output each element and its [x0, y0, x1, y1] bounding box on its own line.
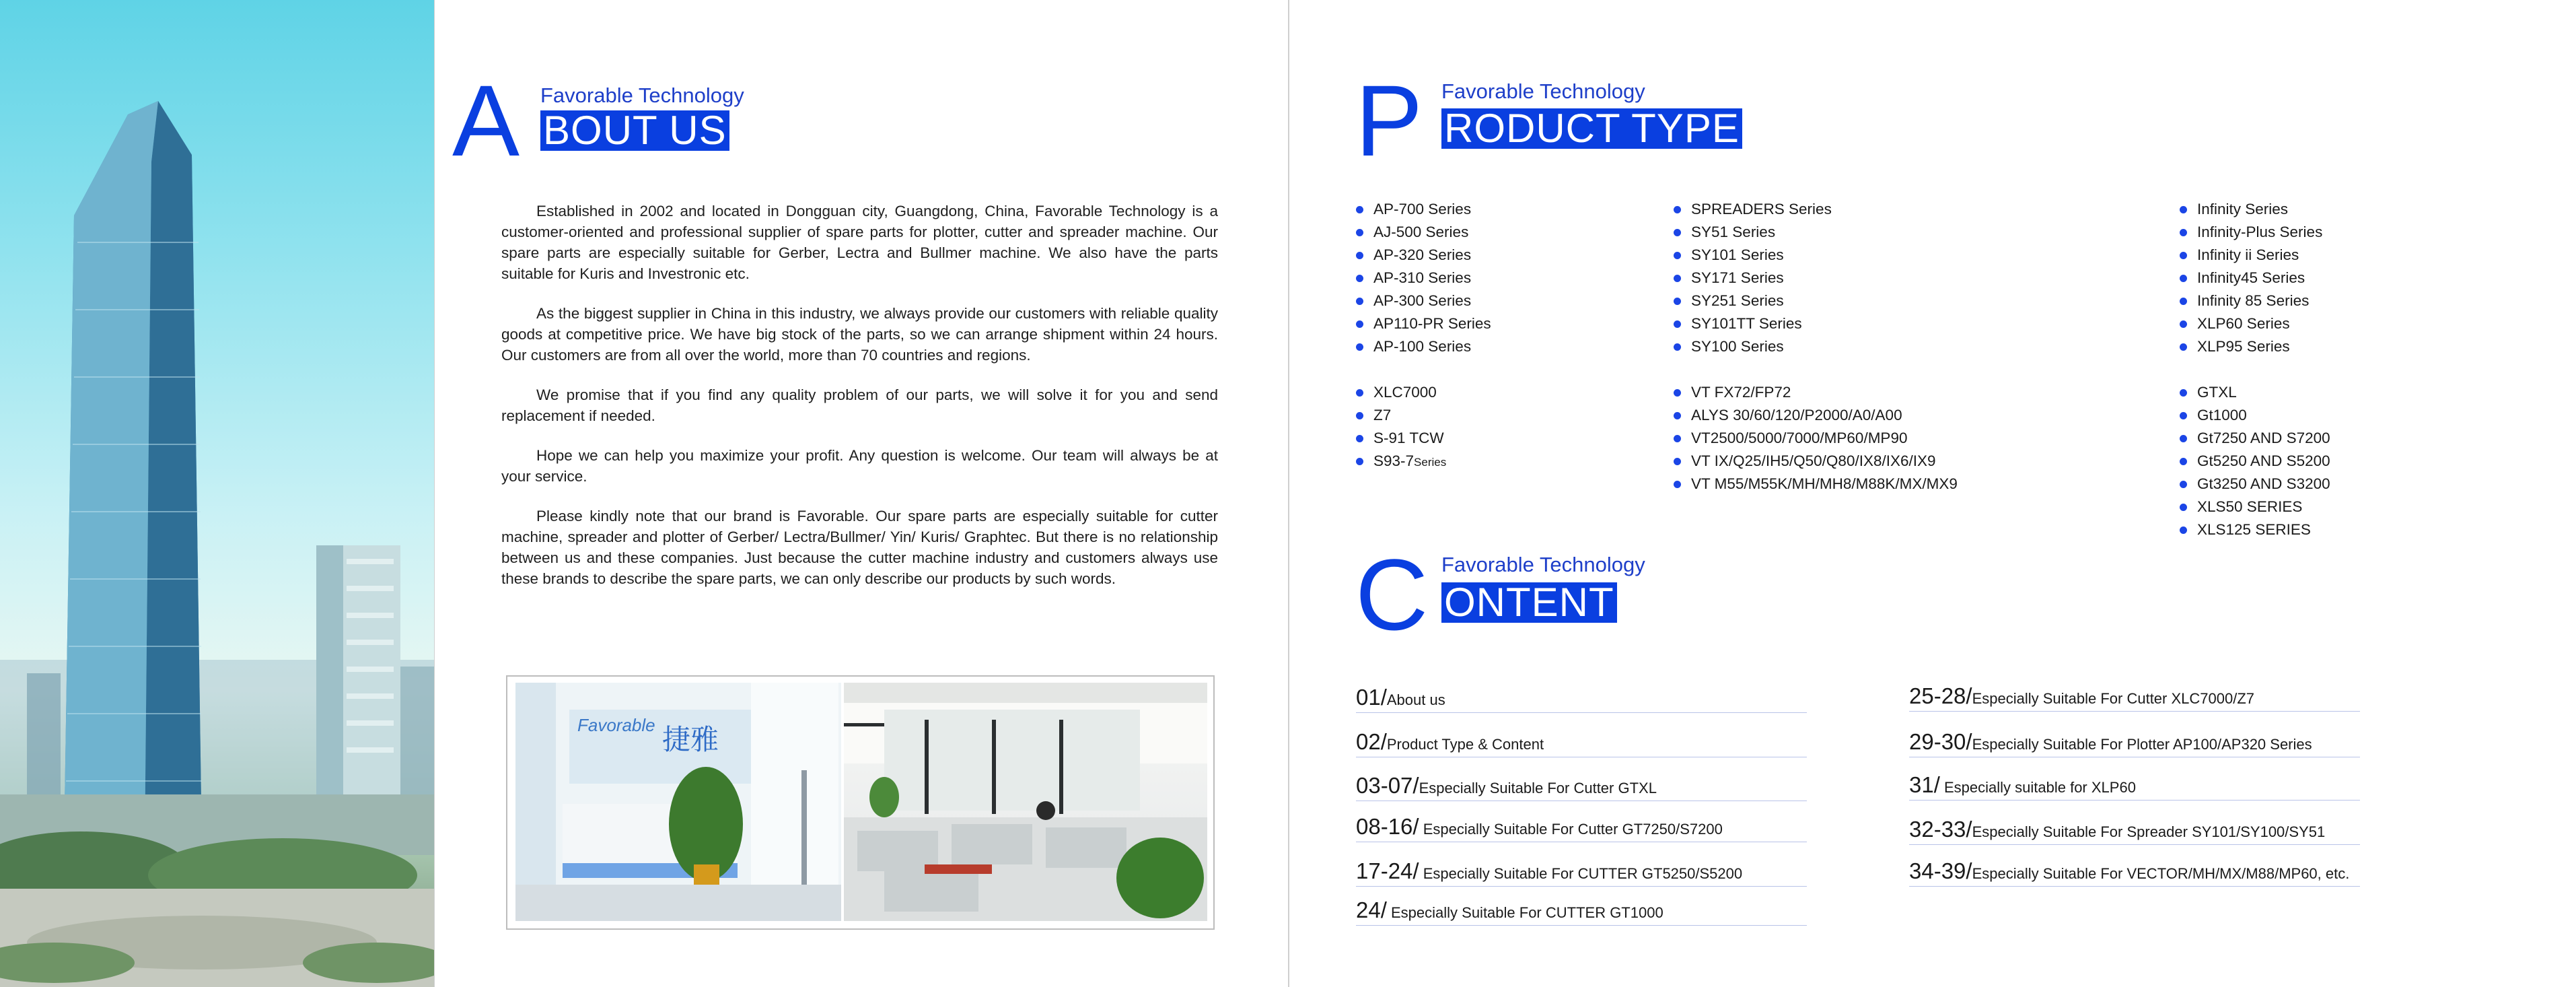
office-photo-frame: [506, 675, 1215, 930]
product-item: VT2500/5000/7000/MP60/MP90: [1674, 427, 1958, 450]
toc-page-range: 32-33/: [1909, 817, 1972, 842]
toc-title: Especially Suitable For VECTOR/MH/MX/M88/MP60, etc.: [1972, 865, 2350, 882]
about-subtitle: Favorable Technology: [540, 83, 744, 107]
product-item: Gt5250 AND S5200: [2180, 450, 2330, 473]
about-paragraph: As the biggest supplier in China in this industry, we always provide our customers with reliable quality goods at competitive price. We have big stock of the parts, so we can arrange shipment within 24 hours. Our customers are from all over the world, more than 70 countries and regions.: [501, 305, 1218, 364]
toc-page-range: 31/: [1909, 772, 1940, 797]
content-initial-letter: C: [1355, 538, 1429, 651]
page-fold-line: [1288, 0, 1289, 987]
toc-page-range: 29-30/: [1909, 729, 1972, 754]
product-item: AP-700 Series: [1356, 198, 1491, 221]
toc-title: Especially Suitable For Plotter AP100/AP320 Series: [1972, 736, 2312, 753]
product-item: XLP60 Series: [2180, 312, 2330, 335]
toc-title: Especially Suitable For Spreader SY101/SY100/SY51: [1972, 823, 2326, 840]
toc-entry: [1356, 727, 1807, 757]
product-item: S-91 TCW: [1356, 427, 1491, 450]
toc-entry: [1909, 815, 2360, 845]
reception-photo: [515, 683, 841, 921]
toc-title: Especially Suitable For CUTTER GT5250/S5200: [1419, 865, 1743, 882]
toc-entry: [1909, 681, 2360, 712]
toc-entry: [1356, 895, 1807, 926]
toc-entry: [1356, 683, 1807, 713]
about-paragraph: We promise that if you find any quality problem of our parts, we will solve it for you and send replacement if needed.: [501, 386, 1218, 424]
toc-entry: [1909, 856, 2360, 887]
product-item: Z7: [1356, 404, 1491, 427]
product-item: AP-310 Series: [1356, 267, 1491, 290]
product-item: SY51 Series: [1674, 221, 1958, 244]
product-item: ALYS 30/60/120/P2000/A0/A00: [1674, 404, 1958, 427]
reception-sign-logo: Favorable: [577, 715, 655, 735]
product-item: AP-320 Series: [1356, 244, 1491, 267]
toc-title: Especially Suitable For Cutter GTXL: [1419, 780, 1657, 796]
product-item: VT M55/M55K/MH/MH8/M88K/MX/MX9: [1674, 473, 1958, 496]
product-item: XLP95 Series: [2180, 335, 2330, 358]
product-item: XLS50 SERIES: [2180, 496, 2330, 518]
product-item: SY100 Series: [1674, 335, 1958, 358]
product-column-2: [1674, 198, 1958, 496]
product-item: Infinity ii Series: [2180, 244, 2330, 267]
product-item: XLS125 SERIES: [2180, 518, 2330, 541]
about-initial-letter: A: [452, 64, 520, 177]
about-paragraph: Hope we can help you maximize your profit. Any question is welcome. Our team will always be at your service.: [501, 447, 1218, 485]
toc-title: Especially suitable for XLP60: [1939, 779, 2136, 796]
product-item: Gt7250 AND S7200: [2180, 427, 2330, 450]
content-title: ONTENT: [1441, 582, 1617, 623]
about-body: [501, 201, 1218, 608]
product-item: SY251 Series: [1674, 290, 1958, 312]
product-item: Infinity Series: [2180, 198, 2330, 221]
product-column-3: [2180, 198, 2330, 541]
toc-title: Especially Suitable For CUTTER GT1000: [1386, 904, 1663, 921]
product-title: RODUCT TYPE: [1441, 108, 1742, 149]
toc-page-range: 08-16/: [1356, 814, 1419, 839]
toc-entry: [1909, 770, 2360, 801]
toc-page-range: 25-28/: [1909, 683, 1972, 708]
about-title: BOUT US: [540, 110, 729, 151]
reception-sign-chinese: 捷雅: [662, 723, 719, 756]
product-item: XLC7000: [1356, 381, 1491, 404]
toc-entry: [1909, 727, 2360, 757]
office-interior-photo: [844, 683, 1207, 921]
toc-entry: [1356, 771, 1807, 801]
about-paragraph: Established in 2002 and located in Dongguan city, Guangdong, China, Favorable Technology is a customer-oriented and professional supplier of spare parts for plotter, cutter and spreader machine. Our spare parts are especially suitable for Gerber, Lectra and Bullmer machine. We also have the parts suitable for Kuris and Investronic etc.: [501, 203, 1218, 282]
toc-title: Especially Suitable For Cutter GT7250/S7200: [1419, 821, 1723, 838]
panel-divider: [434, 0, 435, 987]
product-item: SY171 Series: [1674, 267, 1958, 290]
product-item: Infinity-Plus Series: [2180, 221, 2330, 244]
product-item: GTXL: [2180, 381, 2330, 404]
product-item: VT IX/Q25/IH5/Q50/Q80/IX8/IX6/IX9: [1674, 450, 1958, 473]
about-paragraph: Please kindly note that our brand is Favorable. Our spare parts are especially suitable for cutter machine, spreader and plotter of Gerber/ Lectra/Bullmer/ Yin/ Kuris/ Graphtec. But there is no relationship between us and these companies. Just because the cutter machine industry and customers always use these brands to describe the spare parts, we can only describe our products by such words.: [501, 508, 1218, 587]
product-item: Infinity45 Series: [2180, 267, 2330, 290]
product-item: SY101 Series: [1674, 244, 1958, 267]
toc-title: Product Type & Content: [1386, 736, 1544, 753]
toc-title: Especially Suitable For Cutter XLC7000/Z7: [1972, 690, 2255, 707]
toc-entry: [1356, 812, 1807, 842]
toc-page-range: 01/: [1356, 685, 1387, 710]
product-initial-letter: P: [1355, 64, 1423, 177]
product-item: AP110-PR Series: [1356, 312, 1491, 335]
product-item: Gt1000: [2180, 404, 2330, 427]
toc-page-range: 03-07/: [1356, 773, 1419, 798]
building-photo: [0, 0, 434, 987]
product-item: [1356, 450, 1491, 474]
toc-title: About us: [1386, 691, 1445, 708]
toc-page-range: 24/: [1356, 897, 1387, 922]
product-item-main: S93-7: [1373, 452, 1415, 469]
product-subtitle: Favorable Technology: [1441, 79, 1645, 103]
toc-page-range: 02/: [1356, 729, 1387, 754]
product-item: Infinity 85 Series: [2180, 290, 2330, 312]
toc-entry: [1356, 856, 1807, 887]
product-item: AP-300 Series: [1356, 290, 1491, 312]
product-item: AP-100 Series: [1356, 335, 1491, 358]
product-item: SY101TT Series: [1674, 312, 1958, 335]
product-item-suffix: Series: [1414, 456, 1447, 469]
product-item: Gt3250 AND S3200: [2180, 473, 2330, 496]
product-item: AJ-500 Series: [1356, 221, 1491, 244]
product-column-1: [1356, 198, 1491, 474]
toc-page-range: 17-24/: [1356, 858, 1419, 883]
product-item: VT FX72/FP72: [1674, 381, 1958, 404]
content-subtitle: Favorable Technology: [1441, 553, 1645, 576]
toc-page-range: 34-39/: [1909, 858, 1972, 883]
product-item: SPREADERS Series: [1674, 198, 1958, 221]
